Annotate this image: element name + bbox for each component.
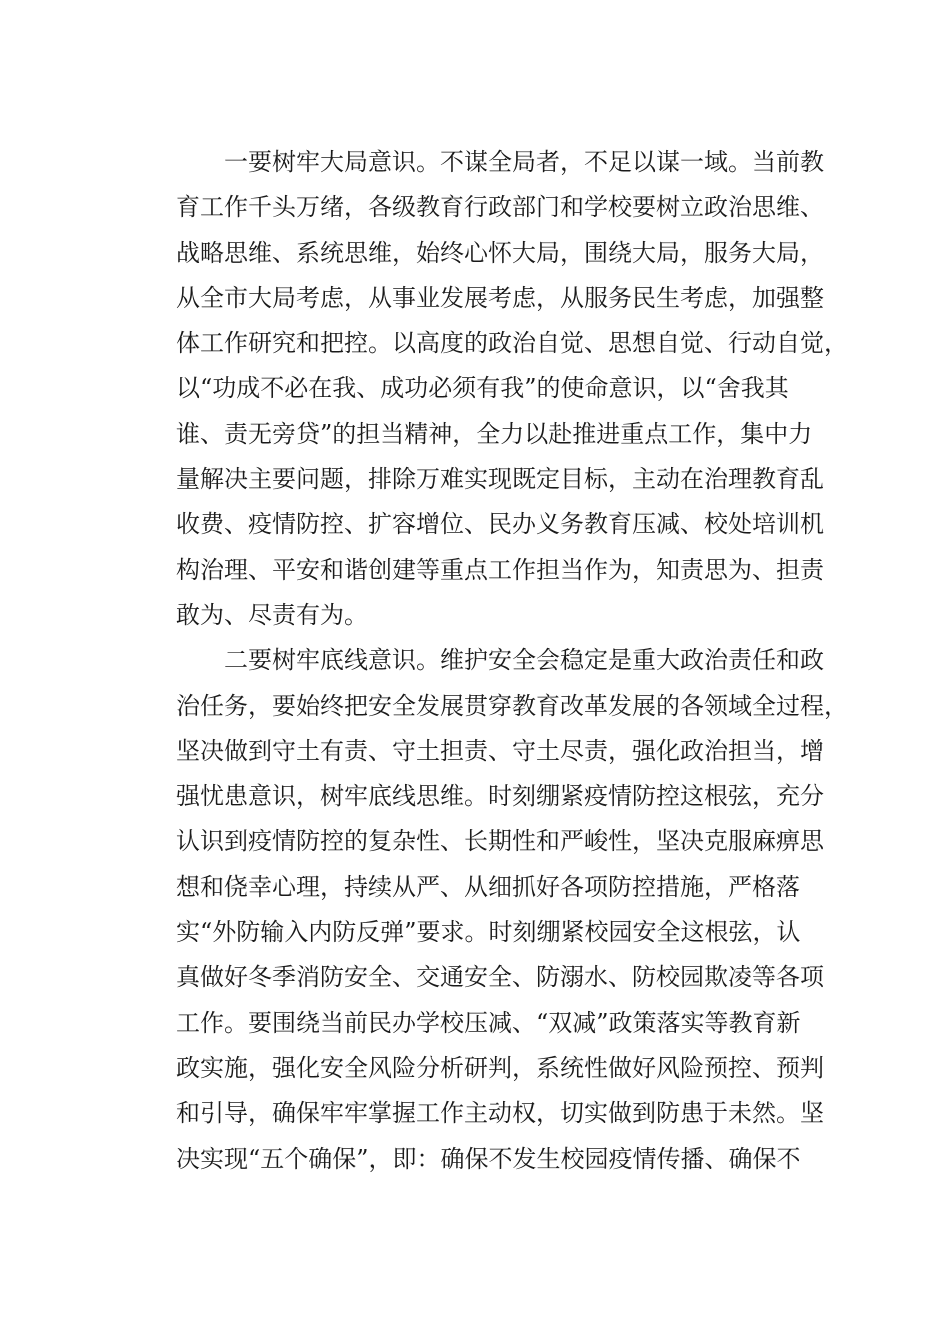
paragraph-line: 和引导，确保牢牢掌握工作主动权，切实做到防患于未然。坚	[176, 1099, 824, 1128]
paragraph-line: 量解决主要问题，排除万难实现既定目标，主动在治理教育乱	[176, 465, 824, 494]
paragraph-line: 谁、责无旁贷”的担当精神，全力以赴推进重点工作，集中力	[176, 419, 813, 448]
paragraph-line: 治任务，要始终把安全发展贯穿教育改革发展的各领域全过程，	[176, 691, 848, 720]
paragraph-line: 敢为、尽责有为。	[176, 600, 368, 629]
paragraph-line: 收费、疫情防控、扩容增位、民办义务教育压减、校处培训机	[176, 510, 824, 539]
paragraph-line: 想和侥幸心理，持续从严、从细抓好各项防控措施，严格落	[176, 872, 800, 901]
paragraph-line: 一要树牢大局意识。不谋全局者，不足以谋一域。当前教	[224, 148, 824, 176]
paragraph-line: 从全市大局考虑，从事业发展考虑，从服务民生考虑，加强整	[176, 283, 824, 312]
paragraph-bottom-line-awareness	[176, 638, 848, 1182]
paragraph-line: 二要树牢底线意识。维护安全会稳定是重大政治责任和政	[224, 646, 824, 675]
paragraph-line: 战略思维、系统思维，始终心怀大局，围绕大局，服务大局，	[176, 238, 824, 267]
paragraph-line: 体工作研究和把控。以高度的政治自觉、思想自觉、行动自觉，	[176, 329, 848, 358]
paragraph-line: 以“功成不必在我、成功必须有我”的使命意识，以“舍我其	[176, 374, 789, 403]
paragraph-line: 政实施，强化安全风险分析研判，系统性做好风险预控、预判	[176, 1053, 824, 1082]
paragraph-line: 强忧患意识，树牢底线思维。时刻绷紧疫情防控这根弦，充分	[176, 782, 824, 811]
paragraph-line: 认识到疫情防控的复杂性、长期性和严峻性，坚决克服麻痹思	[176, 827, 824, 856]
paragraph-line: 构治理、平安和谐创建等重点工作担当作为，知责思为、担责	[176, 555, 824, 584]
document-body	[176, 140, 848, 1182]
paragraph-line: 工作。要围绕当前民办学校压减、“双减”政策落实等教育新	[176, 1008, 801, 1037]
paragraph-line: 坚决做到守土有责、守土担责、守土尽责，强化政治担当，增	[176, 736, 824, 765]
paragraph-line: 真做好冬季消防安全、交通安全、防溺水、防校园欺凌等各项	[176, 963, 824, 992]
paragraph-line: 决实现“五个确保”，即：确保不发生校园疫情传播、确保不	[176, 1144, 801, 1173]
paragraph-big-picture-awareness	[176, 140, 848, 638]
paragraph-line: 育工作千头万绪，各级教育行政部门和学校要树立政治思维、	[176, 193, 824, 222]
paragraph-line: 实“外防输入内防反弹”要求。时刻绷紧校园安全这根弦，认	[176, 918, 801, 947]
